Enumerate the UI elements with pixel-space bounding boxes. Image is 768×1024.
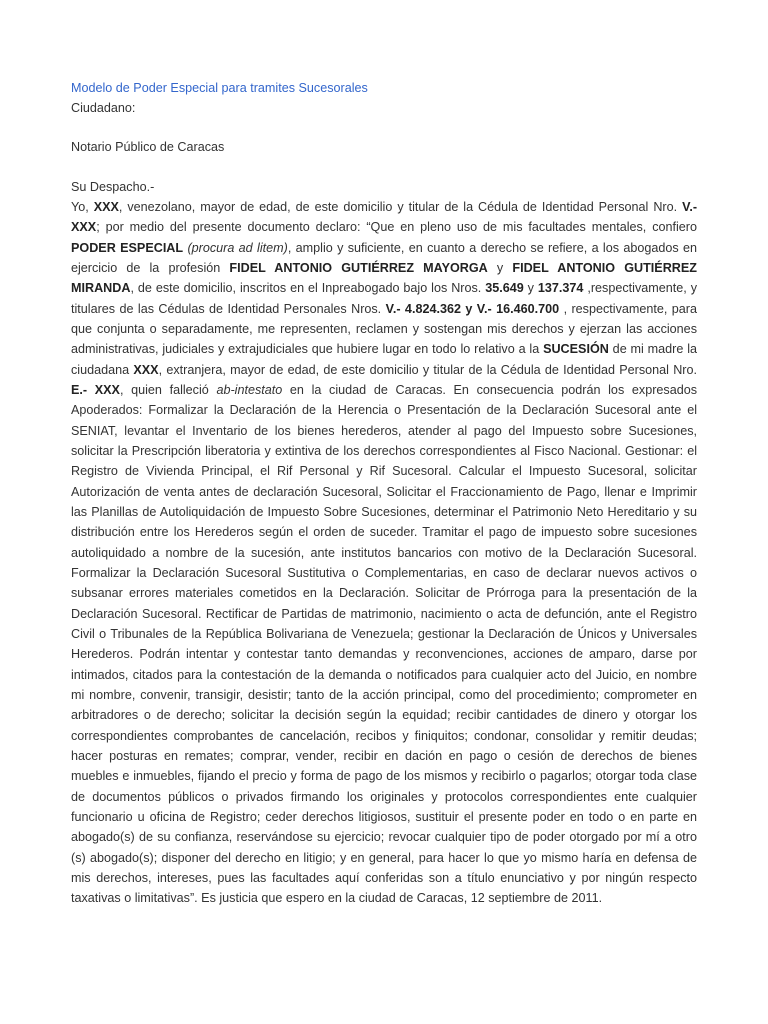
bold-text: XXX bbox=[133, 362, 159, 377]
body-text: y bbox=[487, 260, 513, 275]
italic-text: ab-intestato bbox=[216, 382, 283, 397]
body-text: , amplio y suficiente, en cuanto a derecho se refiere, a los abogados en ejercicio de la profesión bbox=[71, 240, 698, 275]
salutation: Ciudadano: bbox=[71, 101, 136, 115]
bold-text: E.- XXX bbox=[71, 382, 120, 397]
body-text: , respectivamente, para que conjunta o separadamente, me representen, reclamen y sostengan mis derechos y ejerzan las acciones administrativas, judiciales y extrajudiciales que hubiere lugar en todo lo relativo a la bbox=[71, 301, 697, 357]
bold-text: FIDEL ANTONIO GUTIÉRREZ MIRANDA bbox=[71, 260, 697, 296]
bold-text: XXX bbox=[93, 200, 119, 214]
bold-text: V.- 4.824.362 y V.- 16.460.700 bbox=[385, 301, 560, 316]
body-text: , extranjera, mayor de edad, de este domicilio y titular de la Cédula de Identidad Personal Nro. bbox=[158, 362, 697, 377]
bold-text: 137.374 bbox=[537, 281, 584, 296]
body-text: y bbox=[523, 281, 538, 296]
addressee: Notario Público de Caracas bbox=[71, 140, 225, 154]
body-text: en la ciudad de Caracas. En consecuencia podrán los expresados Apoderados: Formalizar la Declaración de la Herencia o Presentación de la Declaración Sucesoral ante el SENIAT, levantar el Inventario de los bienes herederos, atender al pago del Impuesto sobre Sucesiones, solicitar la Prescripción liberatoria y extintiva de los derechos correspondientes al Fisco Nacional. Gestionar: el Registro de Vivienda Principal, el Rif Personal y Rif Sucesoral. Calcular el Impuesto Sucesoral, solicitar Autorización de venta antes de declaración Sucesoral, Solicitar el Fraccionamiento de Pago, llenar e Imprimir las Planillas de Autoliquidación de Impuesto Sobre Sucesiones, determinar el Patrimonio Neto Hereditario y su distribución entre los Herederos según el orden de suceder. Tramitar el pago de impuesto sobre sucesiones autoliquidado a nombre de la sucesión, ante institutos bancarios con motivo de la Declaración Sucesoral. Formalizar la Declaración Sucesoral Sustitutiva o Complementarias, en caso de declarar nuevos activos o subsanar errores materiales cometidos en la Declaración. Solicitar de Prórroga para la presentación de la Declaración Sucesoral. Rectificar de Partidas de matrimonio, nacimiento o acta de defunción, ante el Registro Civil o Tribunales de la República Bolivariana de Venezuela; gestionar la Declaración de Únicos y Universales Herederos. Podrán intentar y contestar tanto demandas y reconvenciones, acciones de amparo, darse por intimados, citados para la contestación de la demanda o notificados para cualquier acto del Juicio, en nombre mi nombre, convenir, transigir, desistir; tanto de la acción principal, como del procedimiento; comprometer en arbitradores o de derecho; solicitar la decisión según la equidad; recibir cantidades de dinero y otorgar los correspondientes comprobantes de cancelación, recibos y finiquitos; condonar, consolidar y remitir deudas; hacer posturas en remates; comprar, vender, recibir en dación en pago o cesión de derechos de bienes muebles e inmuebles, fijando el precio y forma de pago de los mismos y recibirlo o pagarlos; otorgar toda clase de documentos públicos o privados firmando los originales y protocolos correspondientes ente cualquier funcionario u oficina de Registro; ceder derechos litigiosos, sustituir el presente poder en todo o en parte en abogado(s) de su confianza, reservándose su ejercicio; revocar cualquier tipo de poder otorgado por mí a otro (s) abogado(s); disponer del derecho en litigio; y en general, para hacer lo que yo mismo haría en defensa de mis derechos, intereses, pues las facultades aquí conferidas son a título enunciativo y por ningún respecto taxativas o limitativas”. Es justicia que espero en la ciudad de Caracas, 12 septiembre de 2011. bbox=[71, 382, 698, 906]
body-text: de mi madre la ciudadana bbox=[71, 342, 697, 377]
document-title: Modelo de Poder Especial para tramites Sucesorales bbox=[71, 81, 368, 95]
body-text: ,respectivamente, y titulares de las Cédulas de Identidad Personales Nros. bbox=[71, 281, 697, 316]
body-text: , de este domicilio, inscritos en el Inpreabogado bajo los Nros. bbox=[130, 281, 486, 296]
body-text: , venezolano, mayor de edad, de este domicilio y titular de la Cédula de Identidad Personal Nro. bbox=[118, 200, 683, 214]
body-text: Yo, bbox=[71, 200, 94, 214]
bold-text: 35.649 bbox=[485, 281, 524, 296]
italic-text: (procura ad litem) bbox=[187, 240, 288, 255]
body-text: ; por medio del presente documento declaro: “Que en pleno uso de mis facultades mentales, confiero bbox=[96, 220, 697, 235]
document-body bbox=[71, 197, 697, 908]
bold-text: PODER ESPECIAL bbox=[71, 240, 184, 255]
bold-text: V.- XXX bbox=[71, 200, 698, 235]
bold-text: SUCESIÓN bbox=[543, 342, 609, 357]
body-text: , quien falleció bbox=[119, 382, 217, 397]
bold-text: FIDEL ANTONIO GUTIÉRREZ MAYORGA bbox=[229, 260, 488, 275]
office-line: Su Despacho.- bbox=[71, 180, 155, 194]
